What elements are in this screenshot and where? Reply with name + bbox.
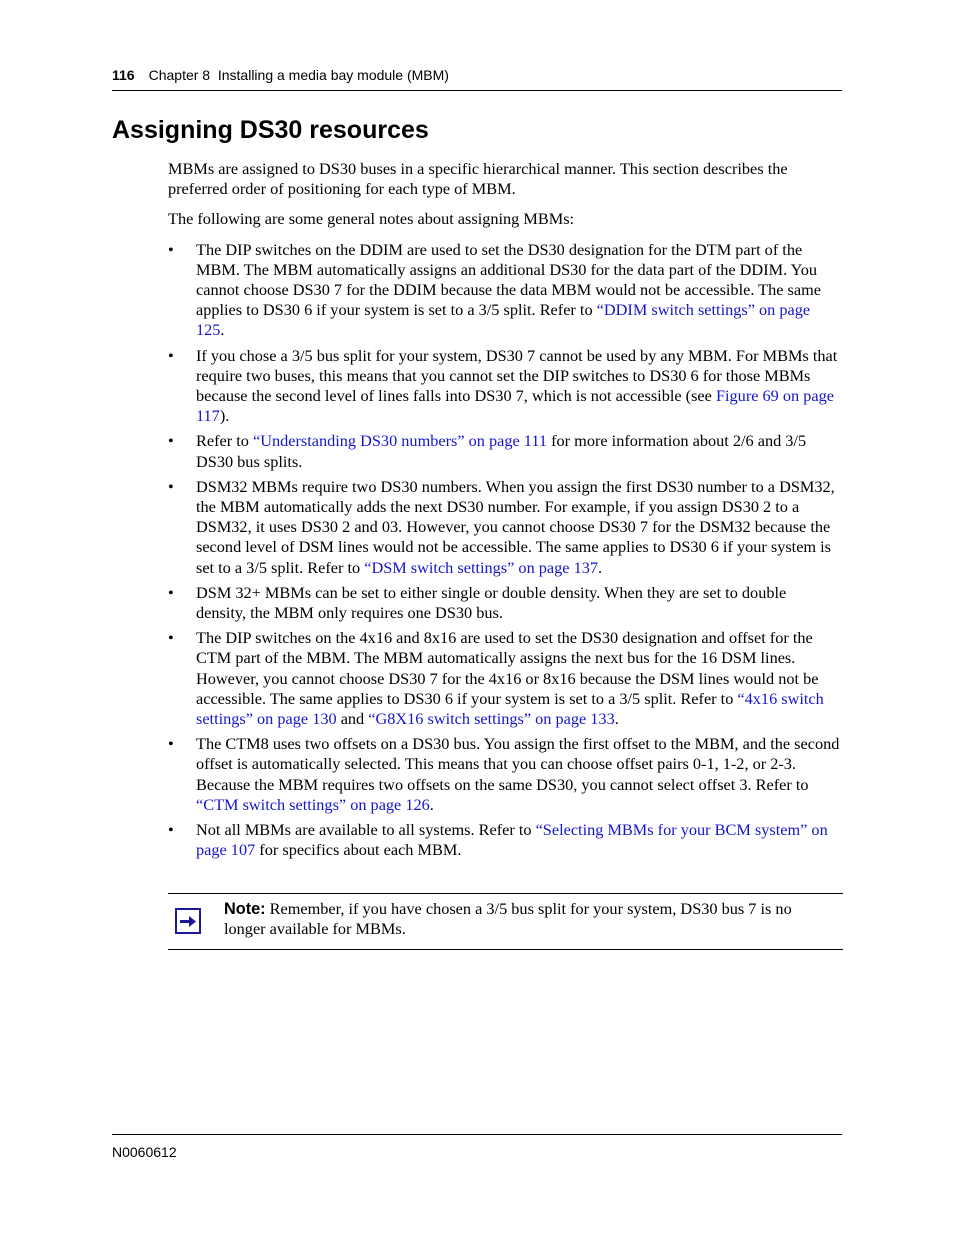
list-item-text: . — [220, 320, 225, 340]
section-title: Assigning DS30 resources — [112, 116, 429, 144]
bullet: • — [168, 582, 174, 602]
list-item-text: Not all MBMs are available to all systems. Refer to — [196, 820, 536, 840]
chapter-title: Chapter 8 Installing a media bay module (MBM) — [148, 67, 449, 83]
xref-link[interactable]: Figure 69 on page 117 — [196, 386, 834, 426]
note-box — [168, 893, 843, 950]
list-item-text: for specifics about each MBM. — [255, 840, 462, 860]
note-text — [224, 899, 824, 939]
note-body: Remember, if you have chosen a 3/5 bus split for your system, DS30 bus 7 is no longer available for MBMs. — [224, 899, 792, 939]
doc-number: N0060612 — [112, 1144, 177, 1160]
list-item-text: . — [598, 557, 603, 577]
bullet: • — [168, 628, 174, 648]
xref-link[interactable]: “CTM switch settings” on page 126 — [196, 794, 430, 814]
list-item — [168, 346, 840, 427]
list-item-text: . — [614, 709, 619, 729]
body-text — [168, 159, 840, 866]
list-item-text: The DIP switches on the 4x16 and 8x16 are used to set the DS30 designation and offset for the CTM part of the MBM. The MBM automatically assigns the next bus for the 16 DSM lines. However, you cannot choose DS30 7 for the 4x16 or 8x16 because the DSM lines would not be accessible. The same applies to DS30 6 if your system is set to a 3/5 split. Refer to — [196, 628, 819, 708]
list-item — [168, 240, 840, 341]
bullet: • — [168, 820, 174, 840]
intro-paragraph: The following are some general notes about assigning MBMs: — [168, 209, 575, 229]
footer-rule — [112, 1134, 842, 1135]
bullet: • — [168, 734, 174, 754]
list-item-text: Refer to — [196, 431, 253, 451]
intro-paragraph: MBMs are assigned to DS30 buses in a specific hierarchical manner. This section describes the preferred order of positioning for each type of MBM. — [168, 159, 788, 199]
xref-link[interactable]: “G8X16 switch settings” on page 133 — [368, 709, 615, 729]
list-item-text: and — [336, 709, 369, 729]
xref-link[interactable]: “4x16 switch settings” on page 130 — [196, 688, 824, 729]
list-item — [168, 583, 840, 623]
list-item — [168, 628, 840, 729]
bullet: • — [168, 345, 174, 365]
list-item — [168, 820, 840, 860]
list-item-text: DSM 32+ MBMs can be set to either single or double density. When they are set to double density, the MBM only requires one DS30 bus. — [196, 582, 787, 623]
xref-link[interactable]: “DSM switch settings” on page 137 — [364, 557, 599, 577]
page-number: 116 — [112, 67, 135, 83]
list-item-text: for more information about 2/6 and 3/5 DS30 bus splits. — [196, 431, 807, 471]
arrow-right-icon — [175, 908, 201, 934]
header-rule — [112, 90, 842, 91]
bullet: • — [168, 431, 174, 451]
note-label: Note: — [224, 900, 266, 918]
bullet: • — [168, 476, 174, 496]
xref-link[interactable]: “DDIM switch settings” on page 125 — [196, 300, 811, 340]
list-item-text: If you chose a 3/5 bus split for your system, DS30 7 cannot be used by any MBM. For MBMs that require two buses, this means that you cannot set the DIP switches to DS30 6 for those MBMs because the second level of lines falls into DS30 7, which is not accessible (see — [196, 345, 838, 406]
list-item-text: The DIP switches on the DDIM are used to set the DS30 designation for the DTM part of the MBM. The MBM automatically assigns an additional DS30 for the data part of the DDIM. You cannot choose DS30 7 for the DDIM because the data MBM would not be accessible. The same applies to DS30 6 if your system is set to a 3/5 split. Refer to — [196, 239, 822, 320]
list-item — [168, 431, 840, 471]
bullet: • — [168, 239, 174, 259]
xref-link[interactable]: “Selecting MBMs for your BCM system” on page 107 — [196, 820, 828, 860]
list-item — [168, 734, 840, 815]
notes-list — [168, 240, 840, 861]
list-item-text: . — [429, 794, 434, 814]
running-header — [112, 67, 842, 89]
list-item — [168, 477, 840, 578]
list-item-text: ). — [219, 406, 230, 426]
list-item-text: DSM32 MBMs require two DS30 numbers. When you assign the first DS30 number to a DSM32, the MBM automatically adds the next DS30 number. For example, if you assign DS30 2 to a DSM32, it uses DS30 2 and 03. However, you cannot choose DS30 7 for the DSM32 because the second level of DSM lines would not be accessible. The same applies to DS30 6 if your system is set to a 3/5 split. Refer to — [196, 476, 835, 577]
list-item-text: The CTM8 uses two offsets on a DS30 bus. You assign the first offset to the MBM, and the second offset is automatically selected. This means that you can choose offset pairs 0-1, 1-2, or 2-3. Because the MBM requires two offsets on the same DS30, you cannot select offset 3. Refer to — [196, 734, 840, 794]
xref-link[interactable]: “Understanding DS30 numbers” on page 111 — [252, 431, 548, 451]
